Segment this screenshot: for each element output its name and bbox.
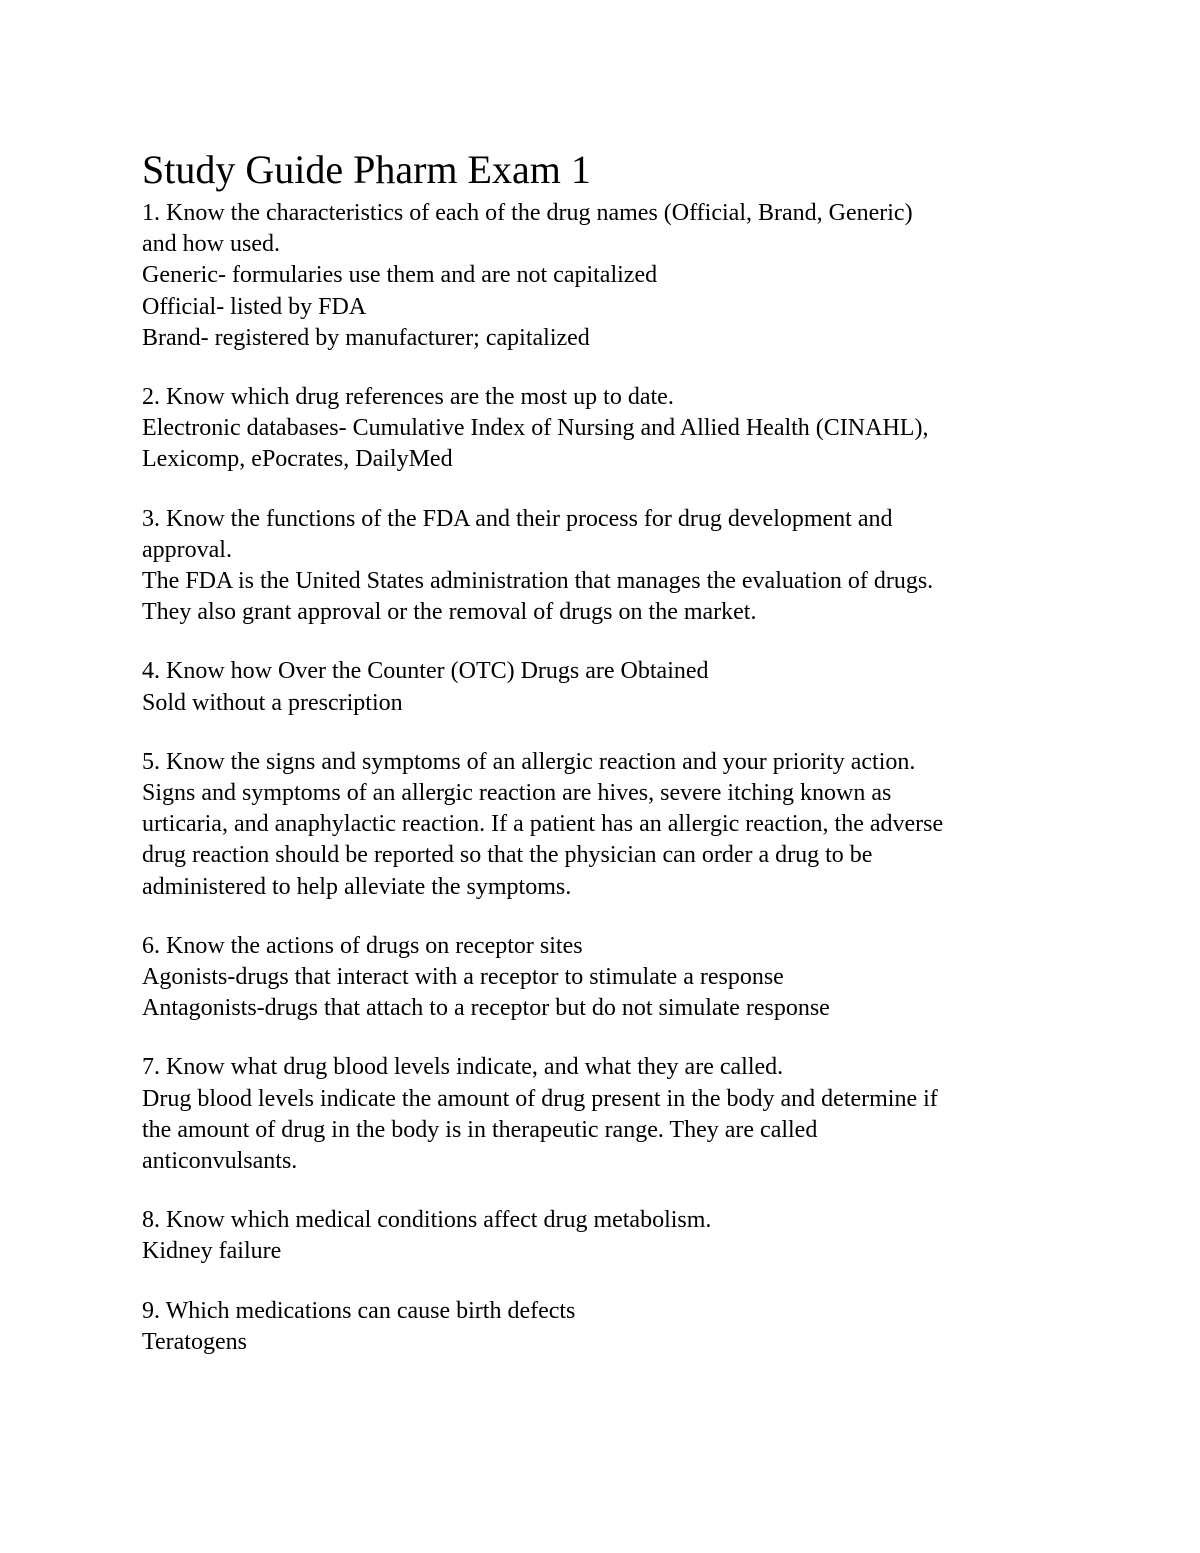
question-9-line-1: 9. Which medications can cause birth defects — [142, 1297, 576, 1324]
question-1 — [142, 198, 1102, 354]
question-8-line-1: 8. Know which medical conditions affect drug metabolism. — [142, 1207, 712, 1234]
question-3 — [142, 504, 1102, 629]
question-7-line-1: 7. Know what drug blood levels indicate, and what they are called. — [142, 1054, 784, 1081]
question-9 — [142, 1296, 1102, 1358]
question-2-line-2: Electronic databases- Cumulative Index of Nursing and Allied Health (CINAHL), — [142, 415, 929, 442]
question-5-line-5: administered to help alleviate the symptoms. — [142, 873, 572, 900]
question-8-line-2: Kidney failure — [142, 1238, 282, 1265]
question-8 — [142, 1205, 1102, 1267]
question-3-line-2: approval. — [142, 536, 232, 563]
question-7-line-3: the amount of drug in the body is in therapeutic range. They are called — [142, 1116, 818, 1143]
question-6 — [142, 931, 1102, 1025]
question-7 — [142, 1052, 1102, 1177]
question-4-line-1: 4. Know how Over the Counter (OTC) Drugs are Obtained — [142, 658, 709, 685]
question-7-line-4: anticonvulsants. — [142, 1148, 298, 1175]
question-3-line-4: They also grant approval or the removal of drugs on the market. — [142, 599, 757, 626]
question-2-line-3: Lexicomp, ePocrates, DailyMed — [142, 446, 453, 473]
question-1-line-2: and how used. — [142, 231, 280, 258]
question-7-line-2: Drug blood levels indicate the amount of drug present in the body and determine if — [142, 1085, 938, 1112]
question-5 — [142, 747, 1102, 903]
question-5-line-3: urticaria, and anaphylactic reaction. If a patient has an allergic reaction, the adverse — [142, 811, 944, 838]
question-5-line-1: 5. Know the signs and symptoms of an allergic reaction and your priority action. — [142, 748, 916, 775]
question-5-line-4: drug reaction should be reported so that the physician can order a drug to be — [142, 842, 873, 869]
question-2-line-1: 2. Know which drug references are the most up to date. — [142, 384, 674, 411]
question-6-line-1: 6. Know the actions of drugs on receptor sites — [142, 932, 583, 959]
question-4 — [142, 656, 1102, 718]
document-page — [142, 142, 1102, 1386]
question-1-line-4: Official- listed by FDA — [142, 293, 367, 320]
question-1-line-1: 1. Know the characteristics of each of the drug names (Official, Brand, Generic) — [142, 200, 913, 226]
question-2 — [142, 382, 1102, 476]
question-1-line-3: Generic- formularies use them and are not capitalized — [142, 262, 658, 289]
question-3-line-3: The FDA is the United States administration that manages the evaluation of drugs. — [142, 568, 934, 595]
question-9-line-2: Teratogens — [142, 1328, 247, 1355]
question-3-line-1: 3. Know the functions of the FDA and their process for drug development and — [142, 505, 893, 532]
question-5-line-2: Signs and symptoms of an allergic reaction are hives, severe itching known as — [142, 780, 892, 807]
question-6-line-3: Antagonists-drugs that attach to a receptor but do not simulate response — [142, 995, 830, 1022]
question-1-line-5: Brand- registered by manufacturer; capitalized — [142, 324, 590, 351]
question-6-line-2: Agonists-drugs that interact with a receptor to stimulate a response — [142, 964, 784, 991]
question-4-line-2: Sold without a prescription — [142, 689, 403, 716]
document-title: Study Guide Pharm Exam 1 — [142, 147, 591, 192]
